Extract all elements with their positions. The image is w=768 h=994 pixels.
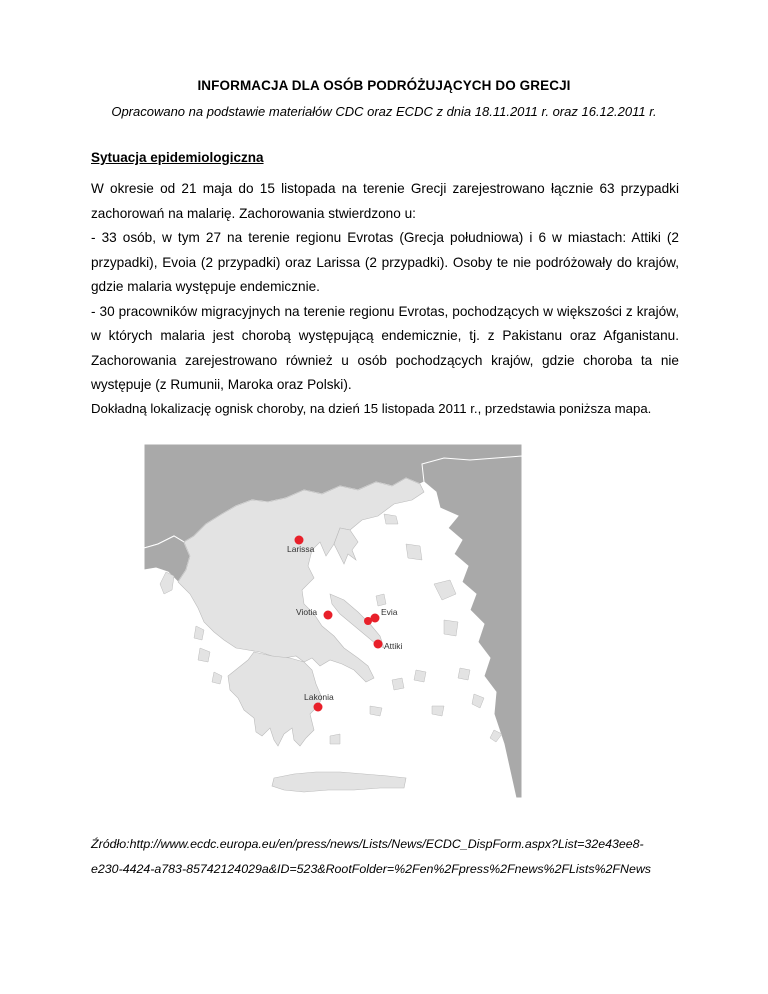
aegean-island — [392, 678, 404, 690]
label-attiki: Attiki — [384, 641, 403, 651]
paragraph: W okresie od 21 maja do 15 listopada na terenie Grecji zarejestrowano łącznie 63 przypadki zachorowań na malarię. Zachorowania stwierdzono u: — [91, 181, 679, 221]
section-heading: Sytuacja epidemiologiczna — [91, 150, 264, 165]
aegean-island — [414, 670, 426, 682]
aegean-island — [432, 706, 444, 716]
paragraph: - 33 osób, w tym 27 na terenie regionu Evrotas (Grecja południowa) i 6 w miastach: Attiki (2 przypadki), Evoia (2 przypadki) oraz Larissa (2 przypadki). Osoby te nie podróżowały do krajów, gdzie malaria występuje endemicznie. — [91, 230, 679, 294]
marker-evia-2 — [364, 617, 372, 625]
document-subtitle: Opracowano na podstawie materiałów CDC oraz ECDC z dnia 18.11.2011 r. oraz 16.12.2011 r. — [111, 104, 657, 119]
label-evia: Evia — [381, 607, 398, 617]
aegean-island — [376, 594, 386, 606]
source-line: Źródło:http://www.ecdc.europa.eu/en/press/news/Lists/News/ECDC_DispForm.aspx?List=32e43ee8- — [91, 837, 644, 851]
marker-lakonia — [314, 703, 323, 712]
source-citation — [91, 832, 701, 882]
document-title: INFORMACJA DLA OSÓB PODRÓŻUJĄCYCH DO GRECJI — [197, 78, 571, 93]
source-line: e230-4424-a783-85742124029a&ID=523&RootFolder=%2Fen%2Fpress%2Fnews%2FLists%2FNews — [91, 862, 651, 876]
paragraph: - 30 pracowników migracyjnych na terenie regionu Evrotas, pochodzących w większości z krajów, w których malaria jest chorobą występującą endemicznie, tj. z Pakistanu oraz Afganistanu. Zachorowania zarejestrowano również u osób pochodzących krajów, gdzie choroba ta nie występuje (z Rumunii, Maroka oraz Polski). — [91, 303, 679, 392]
aegean-island — [444, 620, 458, 636]
label-larissa: Larissa — [287, 544, 315, 554]
aegean-island — [370, 706, 382, 716]
label-viotia: Viotia — [296, 607, 318, 617]
marker-attiki — [374, 640, 383, 649]
aegean-island — [330, 734, 340, 744]
aegean-island — [406, 544, 422, 560]
greece-malaria-map — [144, 444, 522, 798]
map-intro-text: Dokładną lokalizację ognisk choroby, na dzień 15 listopada 2011 r., przedstawia poniższa mapa. — [91, 401, 652, 416]
body-text — [91, 177, 679, 398]
aegean-island — [458, 668, 470, 680]
label-lakonia: Lakonia — [304, 692, 334, 702]
marker-viotia — [324, 611, 333, 620]
